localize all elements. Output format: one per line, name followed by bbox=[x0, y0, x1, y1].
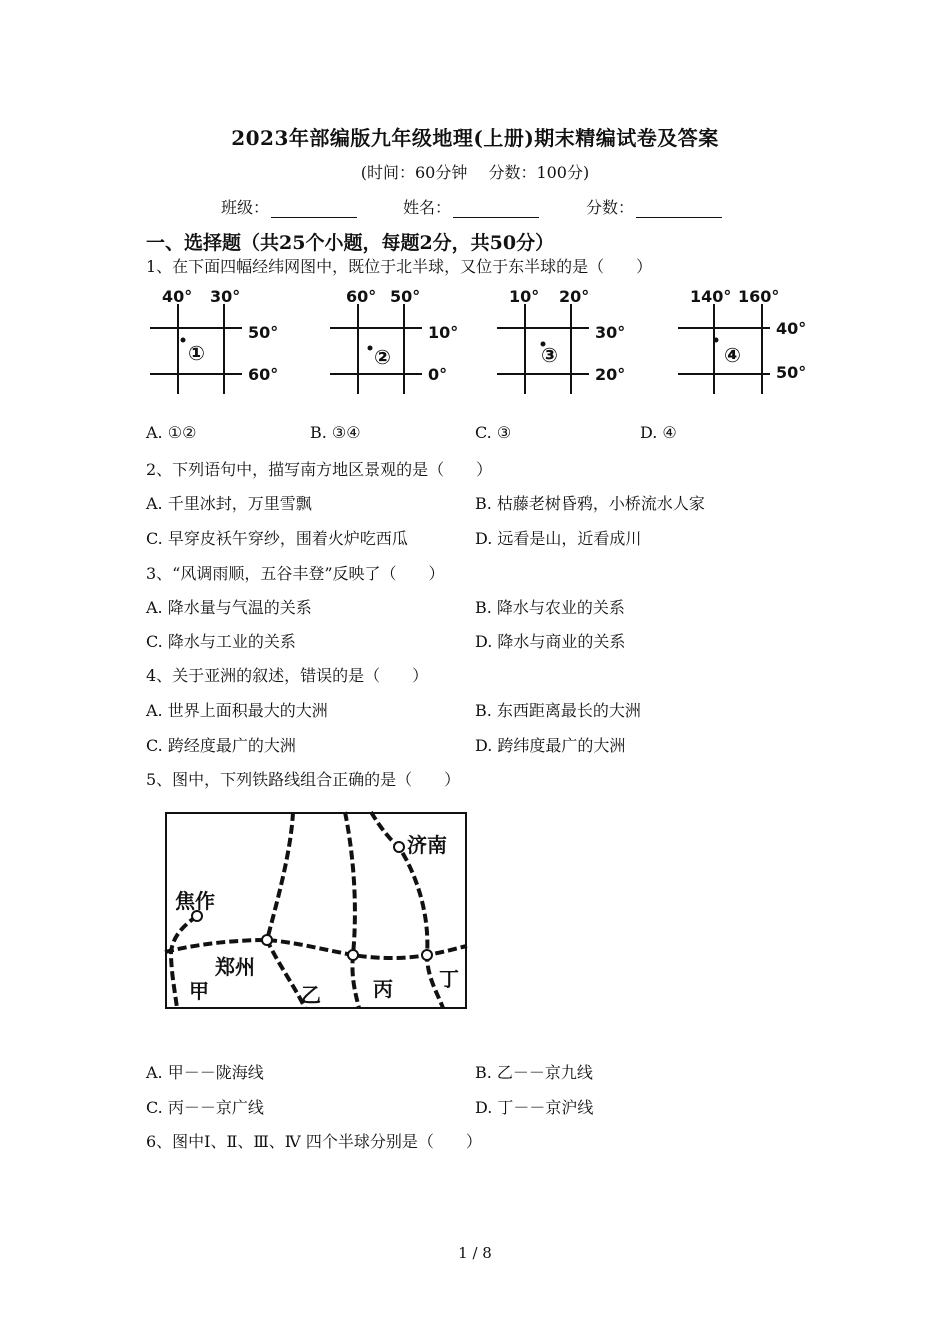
grid-4 bbox=[678, 287, 806, 394]
section-heading: 一、选择题（共25个小题，每题2分，共50分） bbox=[146, 232, 555, 254]
q1-option-c[interactable]: C. ③ bbox=[475, 423, 512, 442]
grid-3-mark: ③ bbox=[541, 343, 558, 367]
grid-3-right-bottom: 20° bbox=[595, 365, 626, 384]
score-label: 分数： bbox=[586, 198, 635, 217]
q3-option-c[interactable]: C. 降水与工业的关系 bbox=[146, 632, 296, 651]
grid-3-right-top: 30° bbox=[595, 323, 626, 342]
q4-option-a[interactable]: A. 世界上面积最大的大洲 bbox=[146, 701, 328, 720]
score-blank[interactable] bbox=[636, 201, 722, 218]
q5-option-c[interactable]: C. 丙－－京广线 bbox=[146, 1098, 264, 1117]
grid-1-mark: ① bbox=[188, 341, 205, 365]
exam-time-score: (时间：60分钟 分数：100分) bbox=[360, 163, 590, 182]
q1-option-b[interactable]: B. ③④ bbox=[310, 423, 361, 442]
q3-option-d[interactable]: D. 降水与商业的关系 bbox=[475, 632, 626, 651]
grid-2 bbox=[330, 287, 458, 394]
name-field bbox=[403, 195, 539, 218]
q5-option-b[interactable]: B. 乙－－京九线 bbox=[475, 1063, 593, 1082]
grid-4-top-left: 140° bbox=[690, 287, 732, 306]
name-blank[interactable] bbox=[453, 201, 539, 218]
grid-2-right-bottom: 0° bbox=[428, 365, 448, 384]
grid-4-mark: ④ bbox=[724, 343, 741, 367]
grid-2-right-top: 10° bbox=[428, 323, 459, 342]
label-bing: 丙 bbox=[373, 977, 393, 1001]
name-label: 姓名： bbox=[403, 198, 452, 217]
label-yi: 乙 bbox=[301, 983, 321, 1007]
label-jia: 甲 bbox=[189, 979, 209, 1003]
q3-option-b[interactable]: B. 降水与农业的关系 bbox=[475, 598, 625, 617]
q2-option-b[interactable]: B. 枯藤老树昏鸦，小桥流水人家 bbox=[475, 494, 705, 513]
grid-1 bbox=[150, 287, 278, 394]
q2-option-a[interactable]: A. 千里冰封，万里雪飘 bbox=[146, 494, 312, 513]
grid-1-top-right: 30° bbox=[210, 287, 241, 306]
question-2: 2、下列语句中，描写南方地区景观的是（ ） bbox=[146, 460, 493, 479]
label-ding: 丁 bbox=[439, 967, 459, 991]
label-jinan: 济南 bbox=[407, 833, 447, 857]
grid-3-top-left: 10° bbox=[509, 287, 540, 306]
q3-option-a[interactable]: A. 降水量与气温的关系 bbox=[146, 598, 312, 617]
page-number: 1 / 8 bbox=[458, 1244, 492, 1262]
question-4: 4、关于亚洲的叙述，错误的是（ ） bbox=[146, 666, 429, 685]
q1-option-a[interactable]: A. ①② bbox=[146, 423, 197, 442]
grid-3 bbox=[497, 287, 625, 394]
grid-4-right-bottom: 50° bbox=[776, 363, 807, 382]
class-label: 班级： bbox=[221, 198, 270, 217]
grid-4-top-right: 160° bbox=[738, 287, 780, 306]
grid-1-top-left: 40° bbox=[162, 287, 193, 306]
grid-2-top-left: 60° bbox=[346, 287, 377, 306]
question-1: 1、在下面四幅经纬网图中，既位于北半球，又位于东半球的是（ ） bbox=[146, 257, 653, 276]
grid-3-top-right: 20° bbox=[559, 287, 590, 306]
q5-option-a[interactable]: A. 甲－－陇海线 bbox=[146, 1063, 264, 1082]
q2-option-d[interactable]: D. 远看是山，近看成川 bbox=[475, 529, 642, 548]
grid-2-mark: ② bbox=[374, 345, 391, 369]
grid-2-top-right: 50° bbox=[390, 287, 421, 306]
q2-option-c[interactable]: C. 早穿皮袄午穿纱，围着火炉吃西瓜 bbox=[146, 529, 408, 548]
grid-1-right-top: 50° bbox=[248, 323, 279, 342]
q4-option-b[interactable]: B. 东西距离最长的大洲 bbox=[475, 701, 641, 720]
question-6: 6、图中Ⅰ、Ⅱ、Ⅲ、Ⅳ 四个半球分别是（ ） bbox=[146, 1132, 482, 1151]
grid-4-right-top: 40° bbox=[776, 319, 807, 338]
question-3: 3、“风调雨顺，五谷丰登”反映了（ ） bbox=[146, 564, 445, 583]
class-field bbox=[221, 195, 357, 218]
q1-grid-figures bbox=[140, 284, 820, 394]
q5-option-d[interactable]: D. 丁－－京沪线 bbox=[475, 1098, 594, 1117]
grid-1-right-bottom: 60° bbox=[248, 365, 279, 384]
q4-option-c[interactable]: C. 跨经度最广的大洲 bbox=[146, 736, 296, 755]
q1-option-d[interactable]: D. ④ bbox=[640, 423, 677, 442]
class-blank[interactable] bbox=[271, 201, 357, 218]
label-zhengzhou: 郑州 bbox=[215, 955, 255, 979]
page-title: 2023年部编版九年级地理(上册)期末精编试卷及答案 bbox=[231, 126, 719, 150]
railway-map bbox=[165, 812, 467, 1009]
label-jiaozuo: 焦作 bbox=[175, 889, 215, 913]
score-field bbox=[586, 195, 722, 218]
question-5: 5、图中，下列铁路线组合正确的是（ ） bbox=[146, 770, 461, 789]
q4-option-d[interactable]: D. 跨纬度最广的大洲 bbox=[475, 736, 626, 755]
